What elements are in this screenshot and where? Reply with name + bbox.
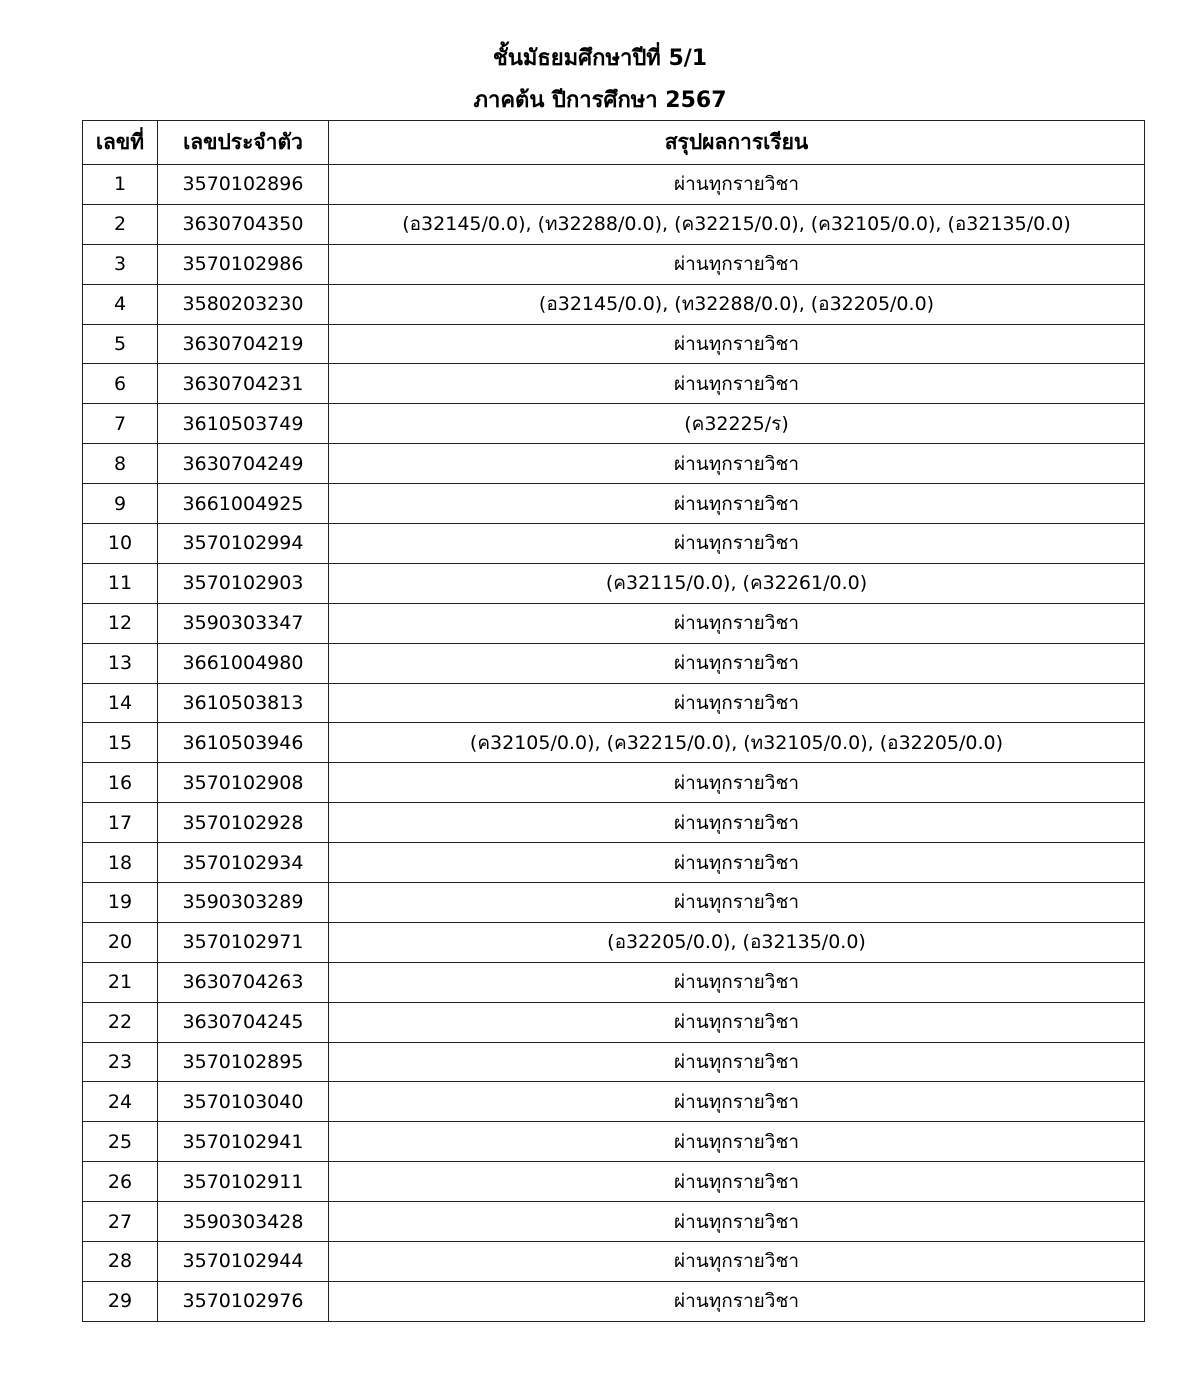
cell-summary: ผ่านทุกรายวิชา xyxy=(329,165,1145,205)
cell-number: 17 xyxy=(83,803,158,843)
cell-summary: ผ่านทุกรายวิชา xyxy=(329,643,1145,683)
cell-summary: (ค32105/0.0), (ค32215/0.0), (ท32105/0.0), (อ32205/0.0) xyxy=(329,723,1145,763)
cell-number: 15 xyxy=(83,723,158,763)
cell-number: 2 xyxy=(83,204,158,244)
column-header-student-id: เลขประจำตัว xyxy=(158,121,329,165)
cell-summary: ผ่านทุกรายวิชา xyxy=(329,524,1145,564)
cell-student-id: 3570103040 xyxy=(158,1082,329,1122)
table-row xyxy=(83,843,1145,883)
cell-student-id: 3570102941 xyxy=(158,1122,329,1162)
table-row xyxy=(83,404,1145,444)
cell-number: 5 xyxy=(83,324,158,364)
cell-summary: ผ่านทุกรายวิชา xyxy=(329,883,1145,923)
cell-summary: ผ่านทุกรายวิชา xyxy=(329,1242,1145,1282)
cell-summary: ผ่านทุกรายวิชา xyxy=(329,603,1145,643)
cell-summary: (ค32225/ร) xyxy=(329,404,1145,444)
cell-summary: (อ32145/0.0), (ท32288/0.0), (ค32215/0.0), (ค32105/0.0), (อ32135/0.0) xyxy=(329,204,1145,244)
table-row xyxy=(83,324,1145,364)
cell-student-id: 3630704249 xyxy=(158,444,329,484)
cell-number: 16 xyxy=(83,763,158,803)
cell-summary: (อ32145/0.0), (ท32288/0.0), (อ32205/0.0) xyxy=(329,284,1145,324)
cell-summary: ผ่านทุกรายวิชา xyxy=(329,1281,1145,1321)
cell-number: 26 xyxy=(83,1162,158,1202)
table-row xyxy=(83,723,1145,763)
cell-summary: ผ่านทุกรายวิชา xyxy=(329,1082,1145,1122)
table-row xyxy=(83,484,1145,524)
table-row xyxy=(83,1242,1145,1282)
cell-student-id: 3630704219 xyxy=(158,324,329,364)
table-row xyxy=(83,803,1145,843)
cell-summary: ผ่านทุกรายวิชา xyxy=(329,962,1145,1002)
document-title: ชั้นมัธยมศึกษาปีที่ 5/1 xyxy=(492,46,708,71)
cell-number: 28 xyxy=(83,1242,158,1282)
results-table xyxy=(82,120,1145,1322)
cell-student-id: 3570102994 xyxy=(158,524,329,564)
cell-number: 7 xyxy=(83,404,158,444)
table-row xyxy=(83,1082,1145,1122)
cell-number: 22 xyxy=(83,1002,158,1042)
cell-student-id: 3661004925 xyxy=(158,484,329,524)
cell-student-id: 3590303289 xyxy=(158,883,329,923)
cell-student-id: 3630704350 xyxy=(158,204,329,244)
cell-number: 27 xyxy=(83,1202,158,1242)
cell-student-id: 3590303428 xyxy=(158,1202,329,1242)
cell-student-id: 3570102971 xyxy=(158,922,329,962)
cell-number: 12 xyxy=(83,603,158,643)
cell-summary: ผ่านทุกรายวิชา xyxy=(329,484,1145,524)
cell-summary: ผ่านทุกรายวิชา xyxy=(329,1122,1145,1162)
cell-summary: ผ่านทุกรายวิชา xyxy=(329,1002,1145,1042)
table-row xyxy=(83,962,1145,1002)
table-body xyxy=(83,165,1145,1322)
table-row xyxy=(83,683,1145,723)
cell-summary: ผ่านทุกรายวิชา xyxy=(329,324,1145,364)
table-row xyxy=(83,763,1145,803)
table-row xyxy=(83,244,1145,284)
cell-summary: ผ่านทุกรายวิชา xyxy=(329,444,1145,484)
cell-student-id: 3570102911 xyxy=(158,1162,329,1202)
table-row xyxy=(83,1122,1145,1162)
cell-number: 8 xyxy=(83,444,158,484)
table-row xyxy=(83,922,1145,962)
cell-student-id: 3570102986 xyxy=(158,244,329,284)
cell-number: 25 xyxy=(83,1122,158,1162)
cell-summary: ผ่านทุกรายวิชา xyxy=(329,843,1145,883)
cell-summary: ผ่านทุกรายวิชา xyxy=(329,1202,1145,1242)
cell-summary: ผ่านทุกรายวิชา xyxy=(329,803,1145,843)
cell-student-id: 3610503749 xyxy=(158,404,329,444)
table-row xyxy=(83,524,1145,564)
cell-number: 24 xyxy=(83,1082,158,1122)
document-subtitle: ภาคต้น ปีการศึกษา 2567 xyxy=(473,88,727,113)
cell-student-id: 3661004980 xyxy=(158,643,329,683)
cell-student-id: 3630704263 xyxy=(158,962,329,1002)
table-row xyxy=(83,204,1145,244)
cell-student-id: 3590303347 xyxy=(158,603,329,643)
cell-student-id: 3570102903 xyxy=(158,563,329,603)
cell-number: 9 xyxy=(83,484,158,524)
table-row xyxy=(83,883,1145,923)
table-row xyxy=(83,1162,1145,1202)
table-row xyxy=(83,165,1145,205)
cell-number: 11 xyxy=(83,563,158,603)
table-row xyxy=(83,1281,1145,1321)
cell-number: 6 xyxy=(83,364,158,404)
cell-number: 1 xyxy=(83,165,158,205)
cell-student-id: 3570102908 xyxy=(158,763,329,803)
cell-summary: (ค32115/0.0), (ค32261/0.0) xyxy=(329,563,1145,603)
column-header-summary: สรุปผลการเรียน xyxy=(329,121,1145,165)
table-row xyxy=(83,643,1145,683)
cell-summary: ผ่านทุกรายวิชา xyxy=(329,1042,1145,1082)
cell-number: 13 xyxy=(83,643,158,683)
cell-student-id: 3580203230 xyxy=(158,284,329,324)
cell-student-id: 3570102896 xyxy=(158,165,329,205)
cell-number: 18 xyxy=(83,843,158,883)
cell-student-id: 3630704245 xyxy=(158,1002,329,1042)
cell-number: 19 xyxy=(83,883,158,923)
table-row xyxy=(83,1042,1145,1082)
cell-summary: ผ่านทุกรายวิชา xyxy=(329,1162,1145,1202)
cell-student-id: 3570102944 xyxy=(158,1242,329,1282)
table-row xyxy=(83,1002,1145,1042)
column-header-number: เลขที่ xyxy=(83,121,158,165)
table-header-row xyxy=(83,121,1145,165)
cell-number: 29 xyxy=(83,1281,158,1321)
cell-number: 3 xyxy=(83,244,158,284)
cell-summary: ผ่านทุกรายวิชา xyxy=(329,364,1145,404)
table-row xyxy=(83,603,1145,643)
cell-student-id: 3570102976 xyxy=(158,1281,329,1321)
cell-summary: (อ32205/0.0), (อ32135/0.0) xyxy=(329,922,1145,962)
table-row xyxy=(83,284,1145,324)
cell-number: 14 xyxy=(83,683,158,723)
cell-student-id: 3630704231 xyxy=(158,364,329,404)
cell-student-id: 3570102895 xyxy=(158,1042,329,1082)
cell-student-id: 3570102934 xyxy=(158,843,329,883)
table-row xyxy=(83,364,1145,404)
cell-summary: ผ่านทุกรายวิชา xyxy=(329,244,1145,284)
cell-summary: ผ่านทุกรายวิชา xyxy=(329,763,1145,803)
cell-student-id: 3610503813 xyxy=(158,683,329,723)
cell-number: 21 xyxy=(83,962,158,1002)
table-row xyxy=(83,1202,1145,1242)
cell-number: 23 xyxy=(83,1042,158,1082)
cell-summary: ผ่านทุกรายวิชา xyxy=(329,683,1145,723)
table-row xyxy=(83,444,1145,484)
cell-number: 4 xyxy=(83,284,158,324)
cell-student-id: 3570102928 xyxy=(158,803,329,843)
cell-number: 10 xyxy=(83,524,158,564)
table-row xyxy=(83,563,1145,603)
cell-student-id: 3610503946 xyxy=(158,723,329,763)
cell-number: 20 xyxy=(83,922,158,962)
